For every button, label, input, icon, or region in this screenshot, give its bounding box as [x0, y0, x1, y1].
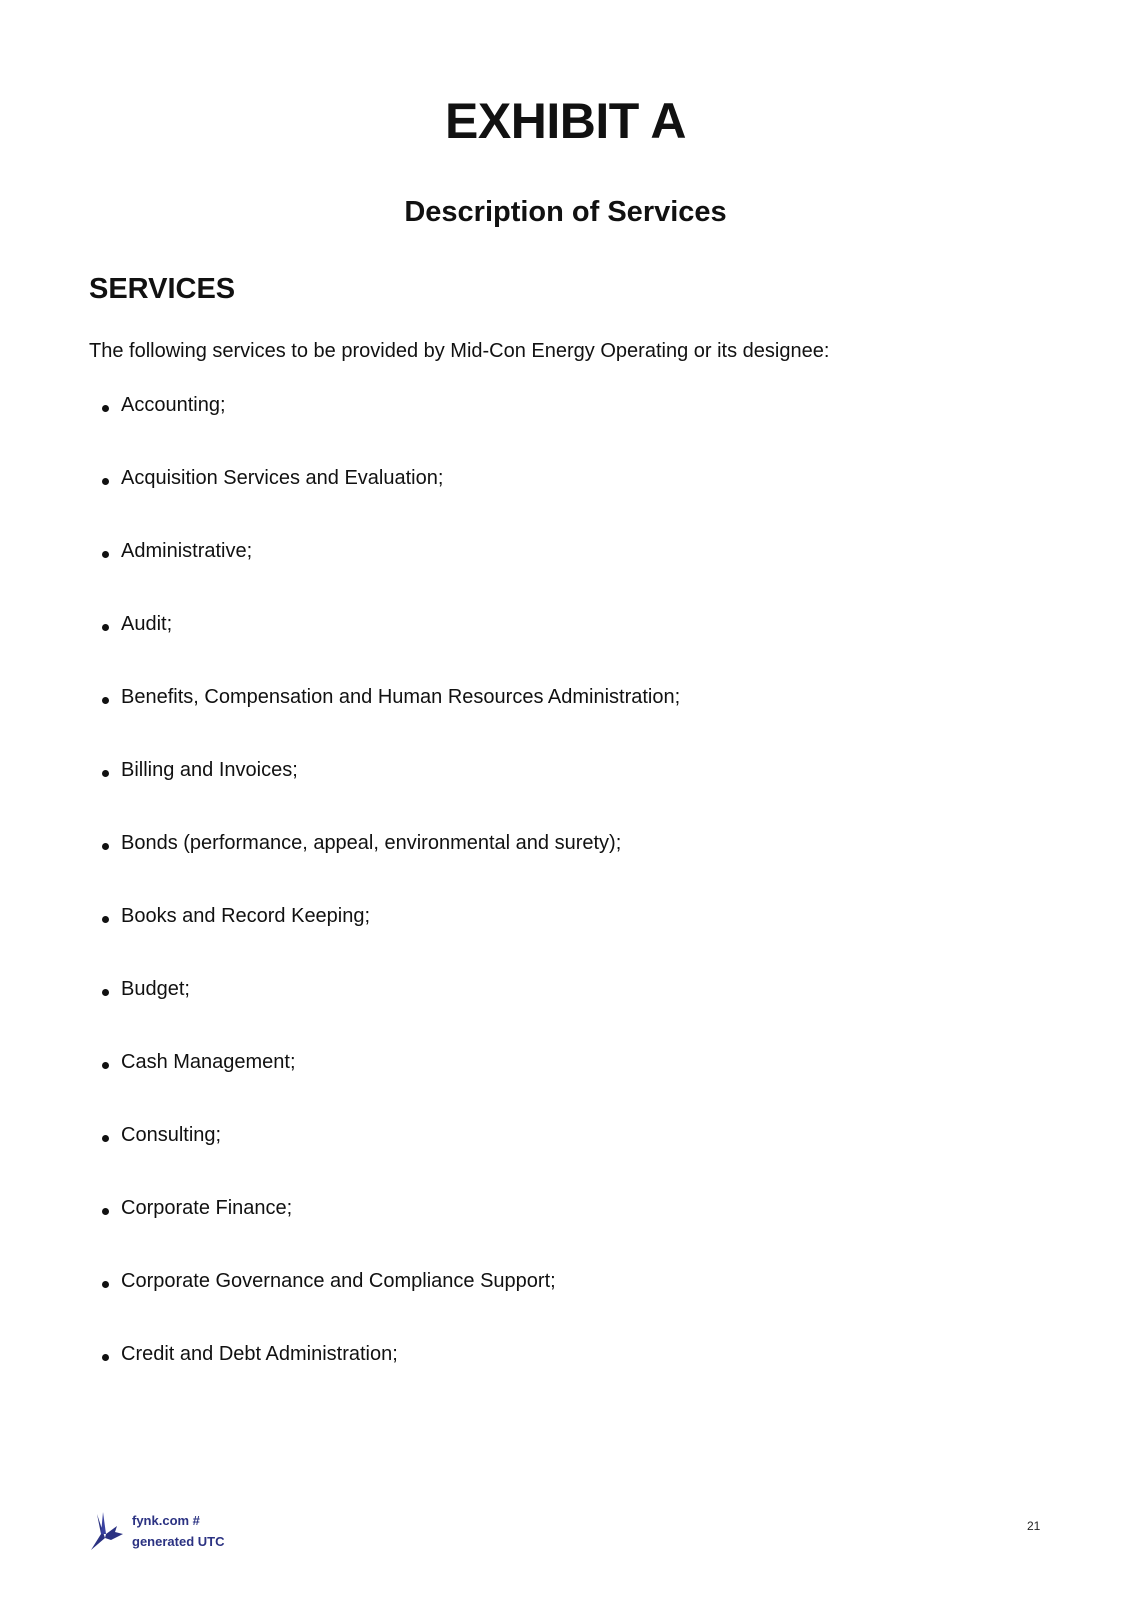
bullet-icon [102, 843, 109, 850]
bullet-icon [102, 1135, 109, 1142]
footer-line-1: fynk.com # [132, 1513, 200, 1528]
service-item-text: Consulting; [121, 1124, 222, 1146]
service-item-text: Administrative; [121, 540, 253, 562]
service-item [89, 540, 680, 613]
bullet-icon [102, 405, 109, 412]
service-item-text: Audit; [121, 613, 173, 635]
exhibit-title: EXHIBIT A [445, 93, 686, 149]
service-item [89, 1124, 680, 1197]
service-item [89, 978, 680, 1051]
service-item [89, 832, 680, 905]
service-item-text: Bonds (performance, appeal, environmental and surety); [121, 832, 622, 854]
service-item-text: Billing and Invoices; [121, 759, 298, 781]
bullet-icon [102, 1281, 109, 1288]
bullet-icon [102, 1062, 109, 1069]
service-item [89, 1343, 680, 1416]
service-item [89, 759, 680, 832]
service-item-text: Acquisition Services and Evaluation; [121, 467, 444, 489]
section-heading: SERVICES [89, 273, 236, 305]
service-item [89, 1197, 680, 1270]
service-item [89, 467, 680, 540]
footer-text [132, 1510, 224, 1552]
bullet-icon [102, 916, 109, 923]
service-item [89, 613, 680, 686]
service-item-text: Accounting; [121, 394, 226, 416]
bullet-icon [102, 1354, 109, 1361]
service-item-text: Books and Record Keeping; [121, 905, 371, 927]
page-number: 21 [1027, 1519, 1041, 1533]
bullet-icon [102, 770, 109, 777]
service-item-text: Cash Management; [121, 1051, 296, 1073]
service-item-text: Corporate Governance and Compliance Support; [121, 1270, 556, 1292]
service-item [89, 1051, 680, 1124]
bullet-icon [102, 624, 109, 631]
service-item-text: Credit and Debt Administration; [121, 1343, 398, 1365]
service-item-text: Budget; [121, 978, 190, 1000]
service-item [89, 1270, 680, 1343]
intro-paragraph: The following services to be provided by Mid-Con Energy Operating or its designee: [89, 340, 830, 362]
service-item [89, 686, 680, 759]
service-item [89, 905, 680, 978]
bullet-icon [102, 697, 109, 704]
bullet-icon [102, 989, 109, 996]
exhibit-subtitle: Description of Services [404, 196, 727, 228]
services-list [89, 394, 680, 1416]
service-item-text: Corporate Finance; [121, 1197, 293, 1219]
bullet-icon [102, 1208, 109, 1215]
service-item-text: Benefits, Compensation and Human Resources Administration; [121, 686, 681, 708]
bullet-icon [102, 551, 109, 558]
footer-line-2: generated UTC [132, 1534, 225, 1549]
fynk-logo-icon [89, 1512, 123, 1552]
service-item [89, 394, 680, 467]
bullet-icon [102, 478, 109, 485]
